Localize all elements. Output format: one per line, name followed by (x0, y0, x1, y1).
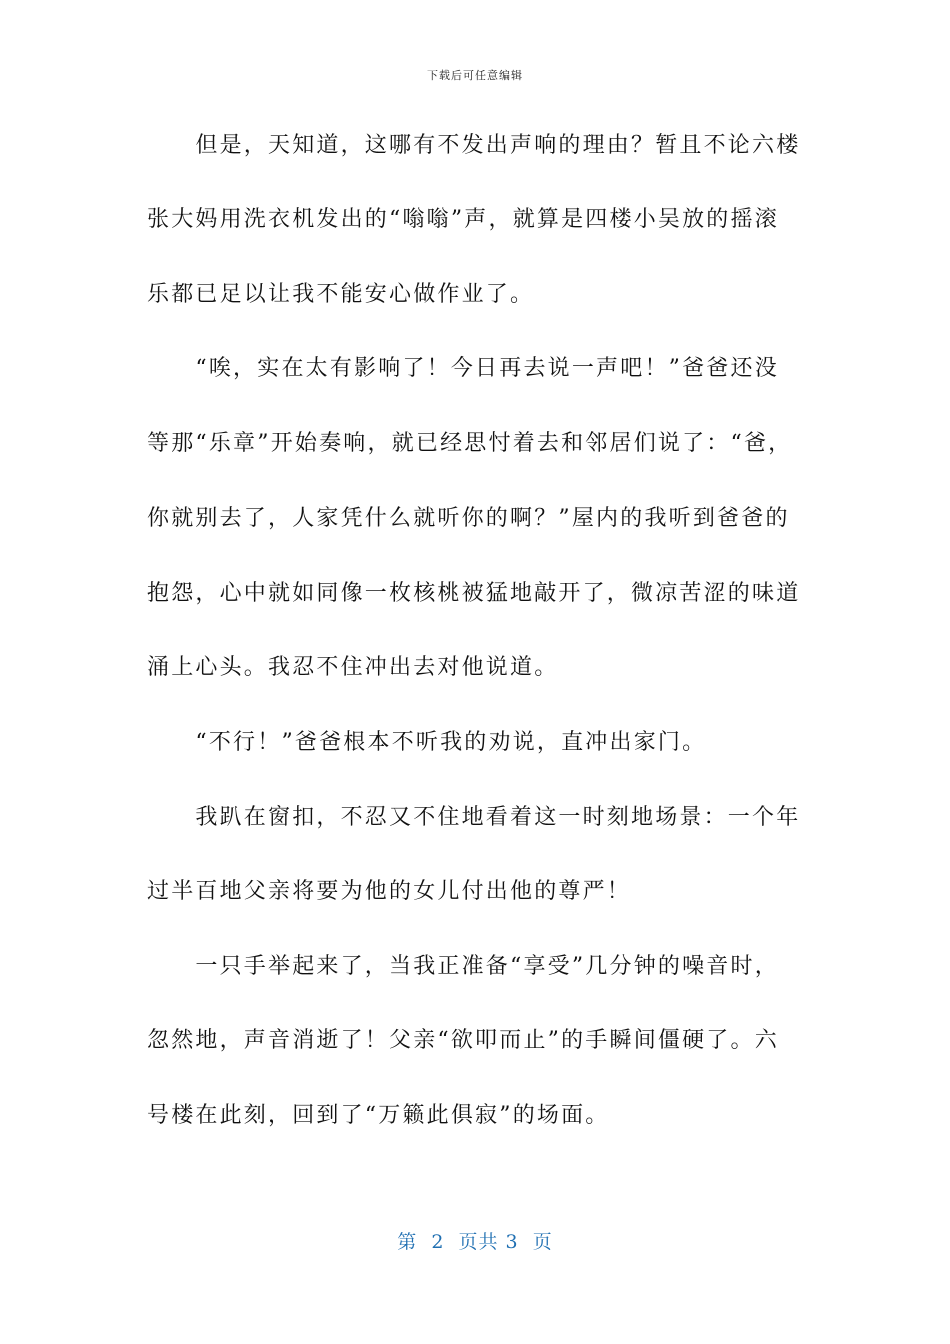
page-header: 下载后可任意编辑 (427, 69, 523, 82)
text-line: 号楼在此刻，回到了“万籁此俱寂”的场面。 (147, 1103, 610, 1128)
text-line: 我趴在窗扣，不忍又不住地看着这一时刻地场景：一个年 (147, 805, 801, 830)
text-line: 一只手举起来了，当我正准备“享受”几分钟的噪音时， (147, 954, 779, 979)
text-line: 但是，天知道，这哪有不发出声响的理由？暂且不论六楼 (147, 133, 801, 158)
text-line: 乐都已足以让我不能安心做作业了。 (147, 282, 535, 307)
text-line: 等那“乐章”开始奏响，就已经思忖着去和邻居们说了：“爸， (147, 431, 793, 456)
text-line: “不行！”爸爸根本不听我的劝说，直冲出家门。 (147, 730, 707, 755)
page-footer: 第 2 页共 3 页 (397, 1231, 553, 1253)
text-line: 涌上心头。我忍不住冲出去对他说道。 (147, 655, 559, 680)
text-line: 过半百地父亲将要为他的女儿付出他的尊严！ (147, 879, 632, 904)
text-line: “唉，实在太有影响了！今日再去说一声吧！”爸爸还没 (147, 356, 779, 381)
text-line: 张大妈用洗衣机发出的“嗡嗡”声，就算是四楼小吴放的摇滚 (147, 207, 779, 232)
text-line: 抱怨，心中就如同像一枚核桃被猛地敲开了，微凉苦涩的味道 (147, 581, 801, 606)
text-line: 忽然地，声音消逝了！父亲“欲叩而止”的手瞬间僵硬了。六 (147, 1028, 779, 1053)
text-line: 你就别去了，人家凭什么就听你的啊？”屋内的我听到爸爸的 (147, 506, 790, 531)
